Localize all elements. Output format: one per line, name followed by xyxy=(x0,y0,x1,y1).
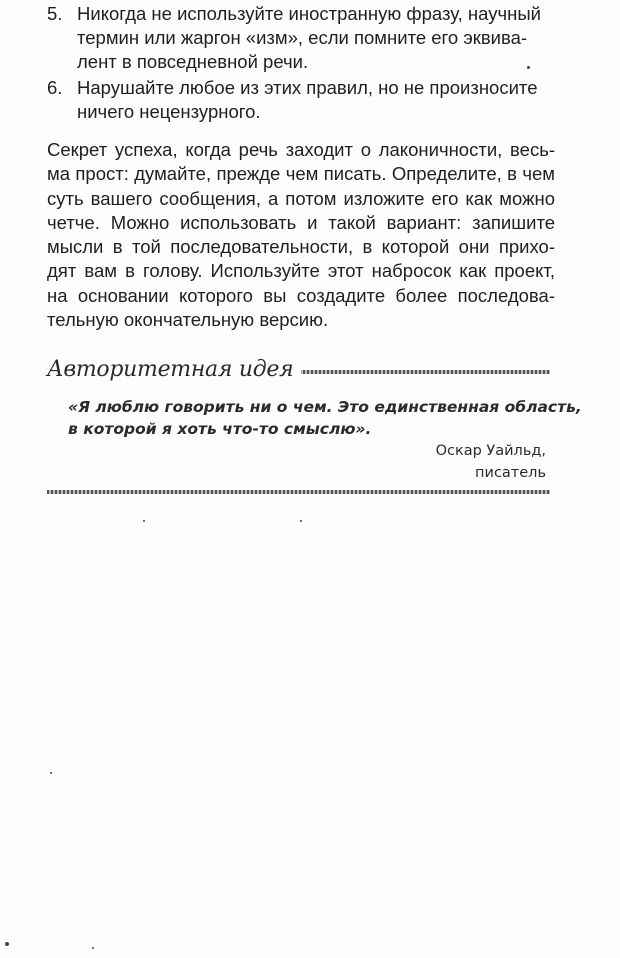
quote-attribution xyxy=(436,440,546,484)
paragraph-line: Секрет успеха, когда речь заходит о лаконичности, весь- xyxy=(47,139,555,160)
paragraph-line: ма прост: думайте, прежде чем писать. Определите, в чем xyxy=(47,163,555,185)
paragraph-line: мысли в той последовательности, в которой они прихо- xyxy=(47,236,555,258)
paragraph-line: дят вам в голову. Используйте этот набросок как проект, xyxy=(47,260,555,282)
paragraph-line: четче. Можно использовать и такой вариант: запишите xyxy=(47,211,555,233)
paragraph-line: суть вашего сообщения, а потом изложите его как можно xyxy=(47,187,555,209)
quote-author: Оскар Уайльд, xyxy=(435,443,546,459)
scan-speck xyxy=(300,520,302,522)
quote xyxy=(68,396,582,440)
scan-speck xyxy=(92,947,94,949)
scan-speck xyxy=(143,520,145,522)
scan-speck xyxy=(50,772,52,774)
list-line: лент в повседневной речи. xyxy=(77,51,309,72)
list-item xyxy=(47,76,567,124)
scan-speck xyxy=(527,66,530,69)
list-number: 6. xyxy=(47,77,63,98)
rules-list xyxy=(47,2,567,126)
list-line: термин или жаргон «изм», если помните его эквива- xyxy=(77,27,528,48)
list-line: ничего нецензурного. xyxy=(77,101,261,122)
list-line: Никогда не используйте иностранную фразу, научный xyxy=(77,3,541,24)
list-number: 5. xyxy=(47,3,63,24)
paragraph-line: на основании которого вы создадите более последова- xyxy=(47,284,555,306)
scan-speck xyxy=(5,942,9,946)
idea-heading: Авторитетная идея xyxy=(47,357,301,382)
quote-line: в которой я хоть что-то смыслю». xyxy=(68,420,372,438)
body-paragraph xyxy=(47,138,555,332)
quote-line: «Я люблю говорить ни о чем. Это единственная область, xyxy=(68,398,582,416)
section-divider-bottom xyxy=(47,490,550,494)
list-line: Нарушайте любое из этих правил, но не произносите xyxy=(77,77,538,98)
list-item xyxy=(47,2,567,74)
quote-author-role: писатель xyxy=(475,465,546,481)
paragraph-line: тельную окончательную версию. xyxy=(47,309,329,331)
